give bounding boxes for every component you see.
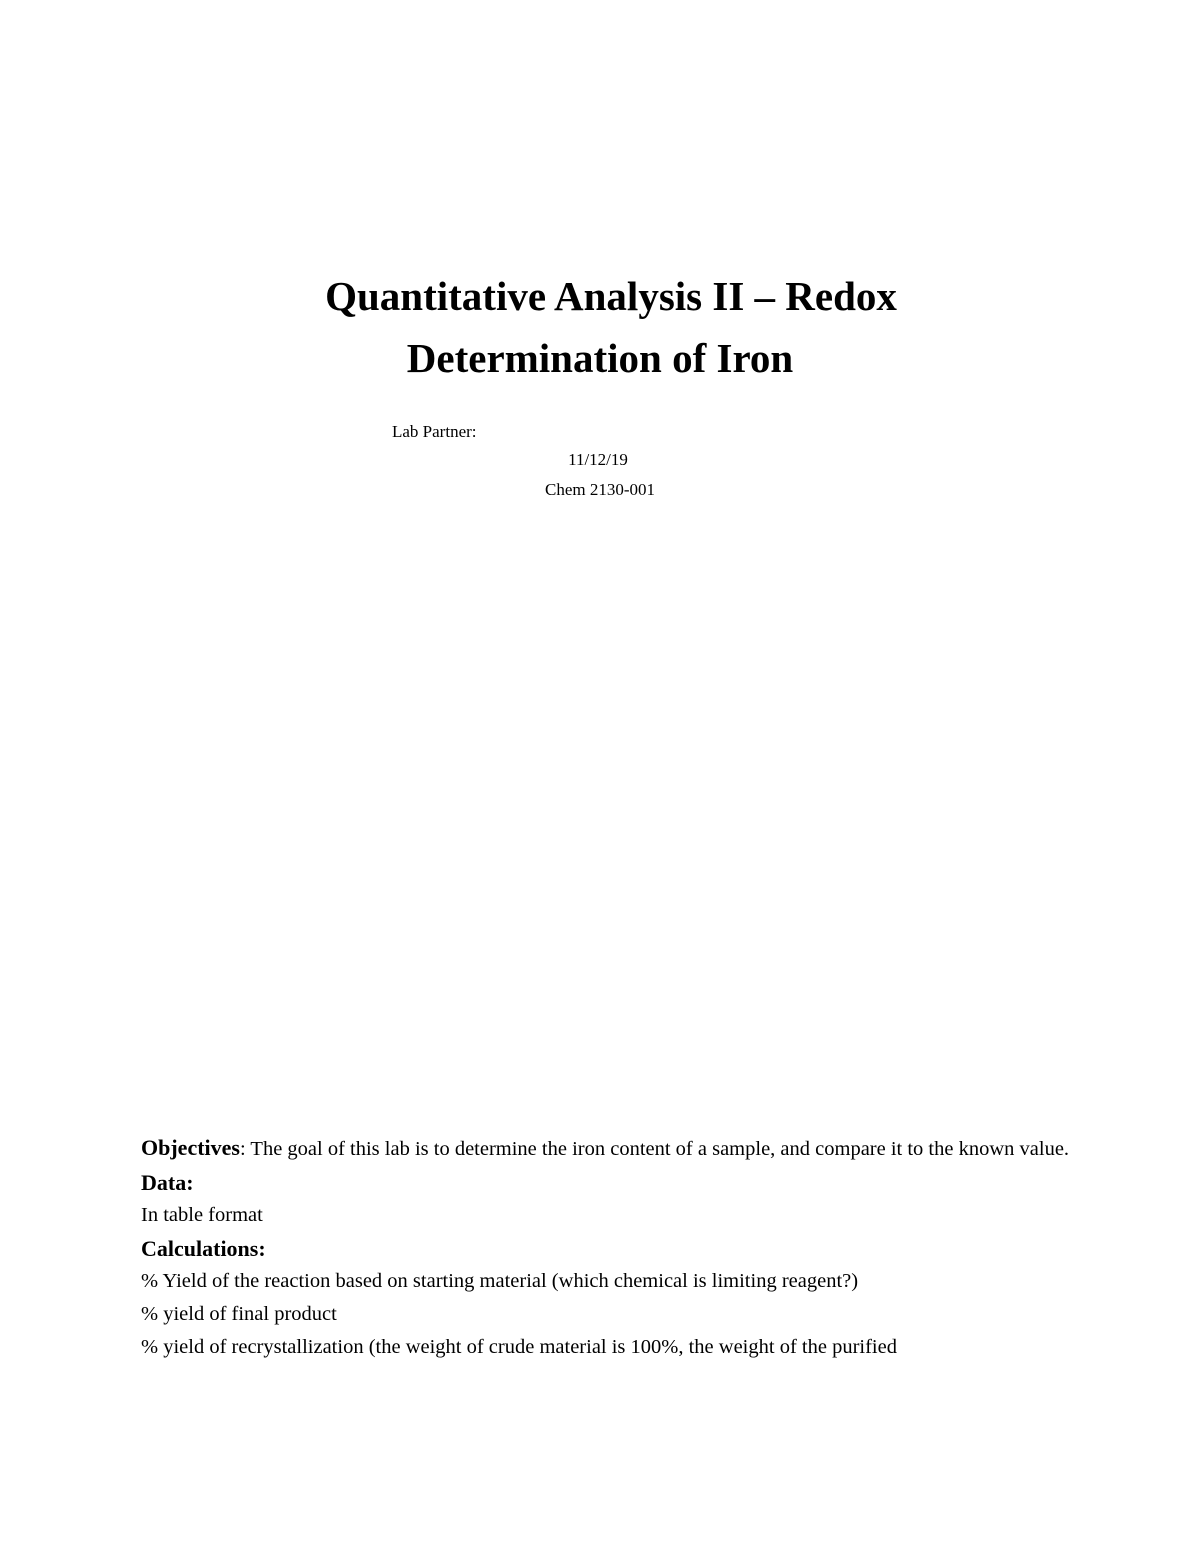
calculation-item: % yield of final product [141, 1303, 337, 1325]
calculation-item: % yield of recrystallization (the weight of crude material is 100%, the weight of the purified [141, 1336, 897, 1358]
data-heading: Data: [141, 1170, 194, 1195]
document-title-line-2: Determination of Iron [406, 335, 794, 381]
document-title-line-1: Quantitative Analysis II – Redox [325, 273, 897, 319]
report-body [141, 1131, 1071, 1364]
calculations-heading: Calculations: [141, 1236, 266, 1261]
data-text: In table format [141, 1204, 263, 1226]
course-code: Chem 2130-001 [544, 480, 656, 499]
objectives-text: : The goal of this lab is to determine the iron content of a sample, and compare it to the known value. [239, 1138, 1070, 1160]
objectives-heading: Objectives [141, 1135, 240, 1160]
calculation-item: % Yield of the reaction based on starting material (which chemical is limiting reagent?) [141, 1270, 859, 1292]
report-date: 11/12/19 [568, 450, 628, 469]
lab-partner-label: Lab Partner: [392, 422, 477, 441]
objectives-paragraph [141, 1131, 1071, 1166]
